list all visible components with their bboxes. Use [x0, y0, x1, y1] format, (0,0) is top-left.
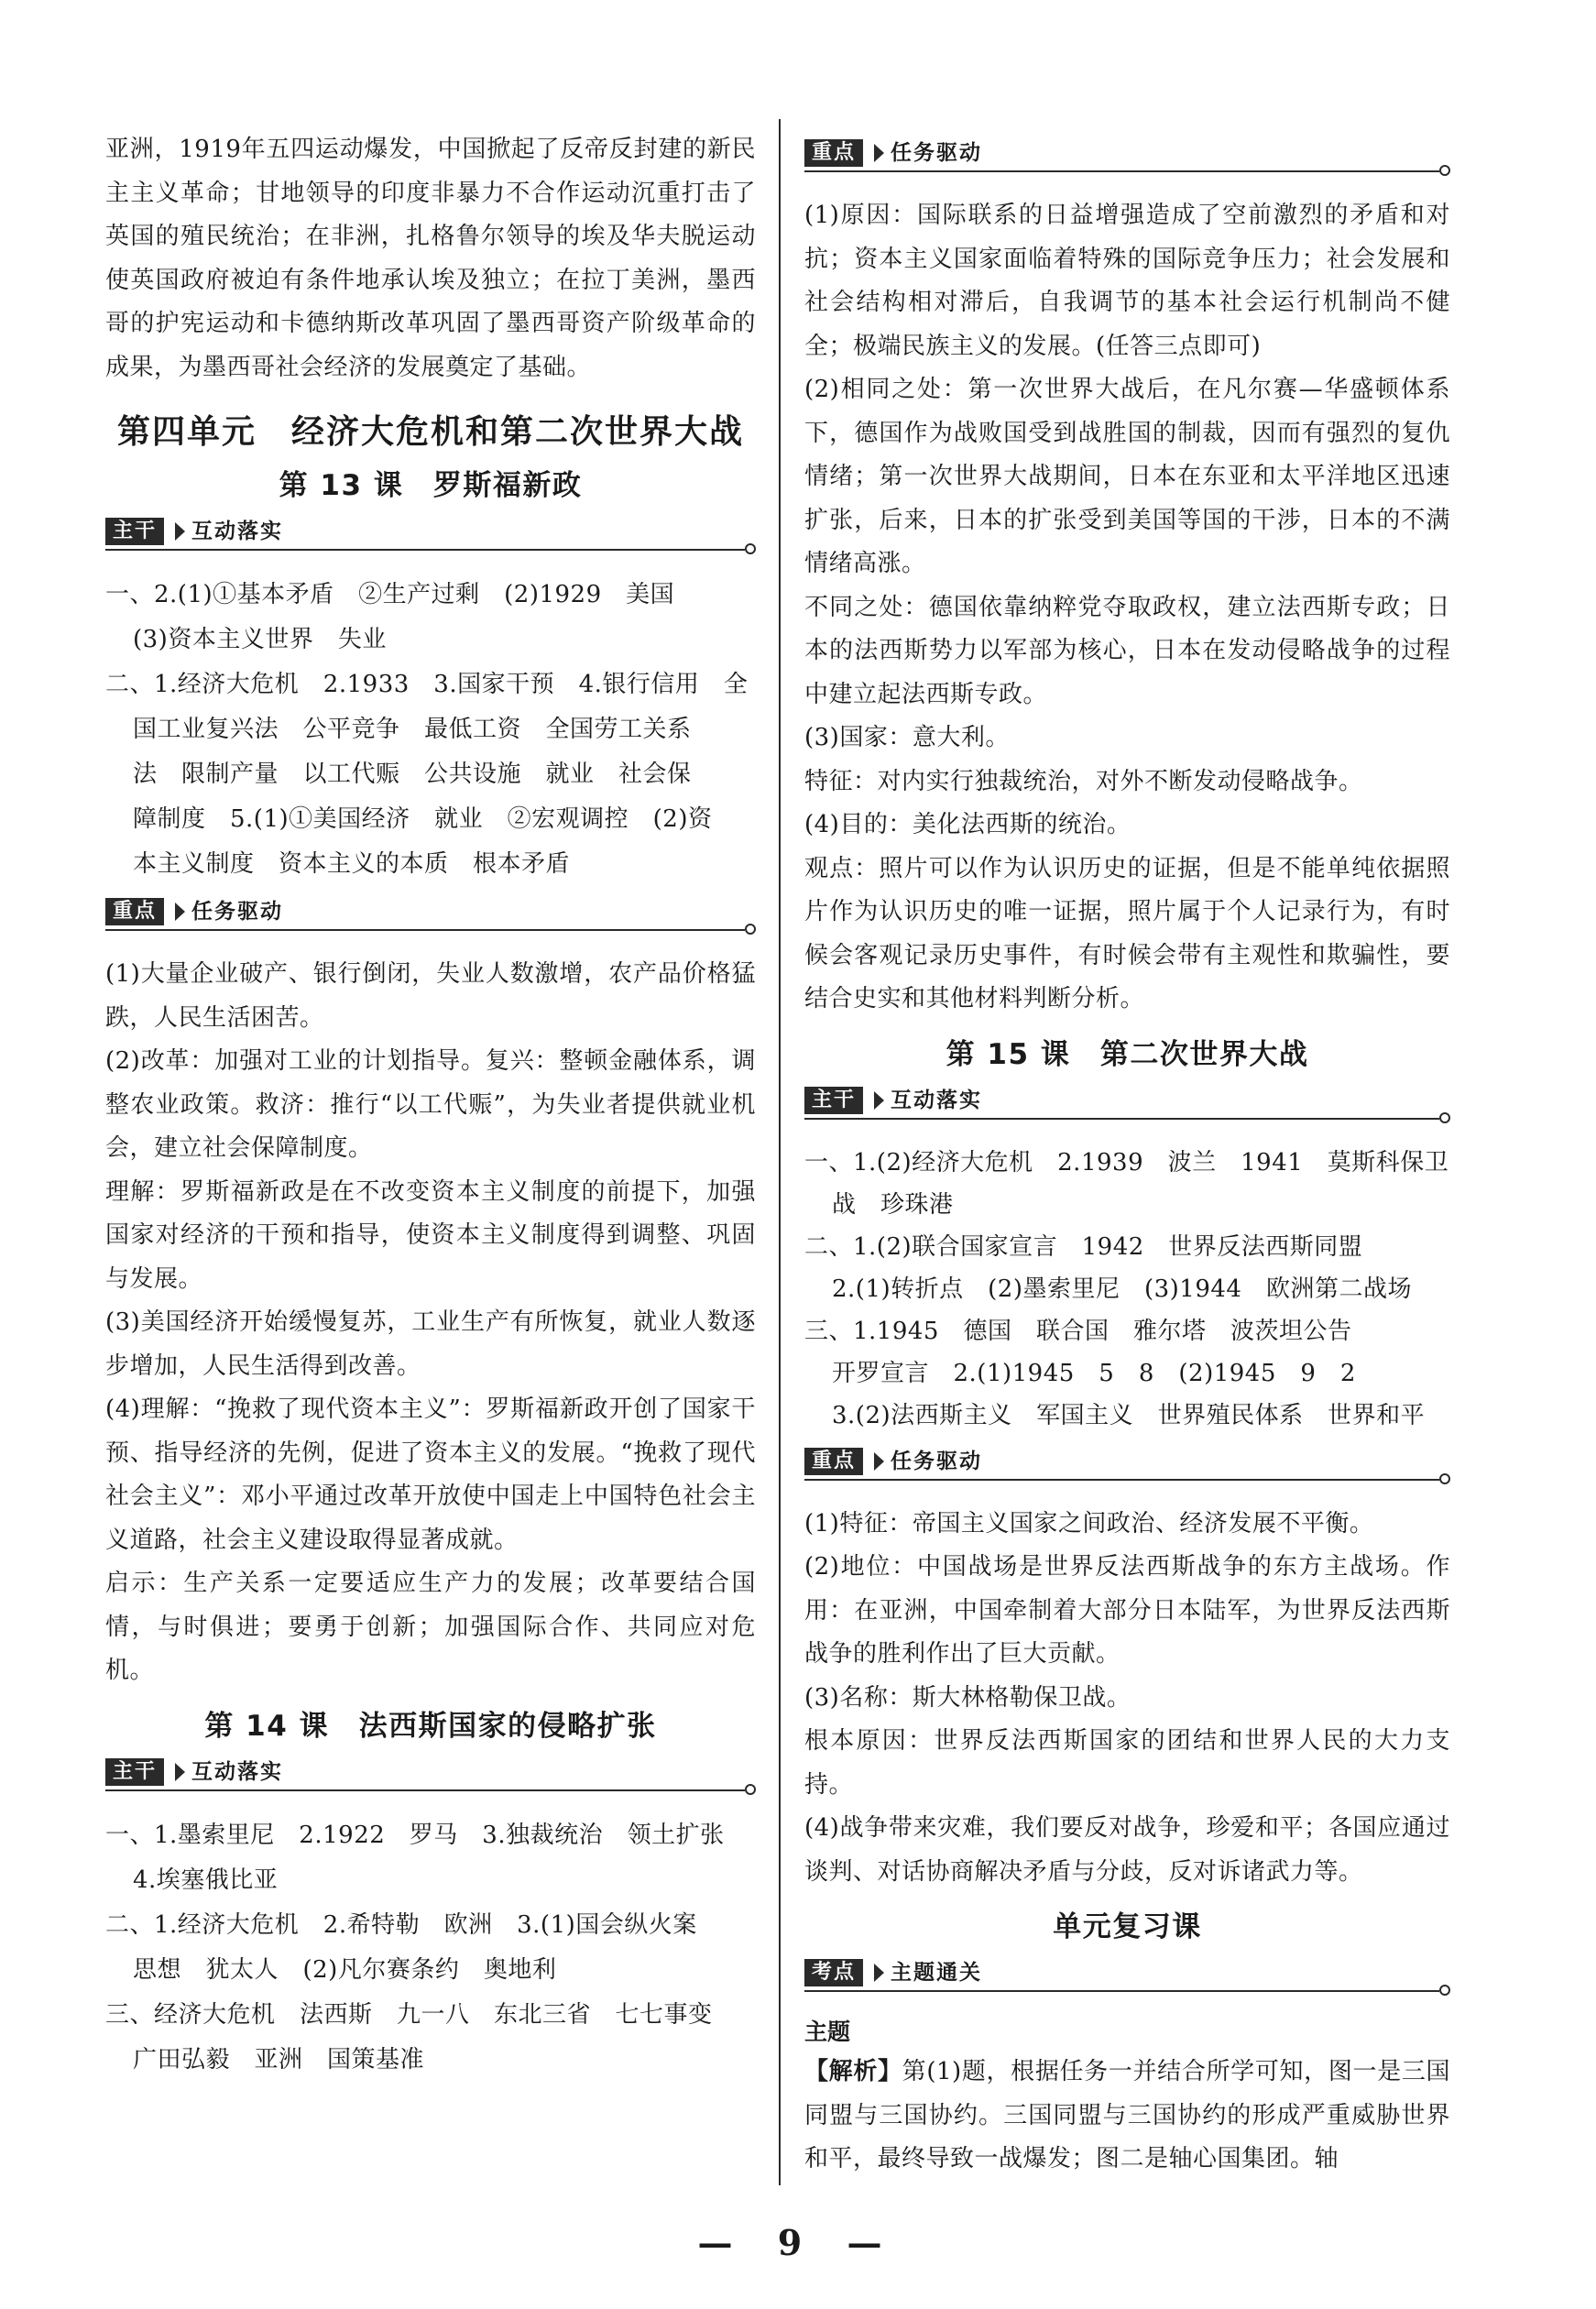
section-tag: 重点	[105, 898, 164, 925]
section-rule	[105, 549, 745, 551]
section-rule	[804, 1479, 1439, 1481]
review-title: 单元复习课	[1053, 1910, 1202, 1943]
circle-end-icon	[1439, 1473, 1450, 1484]
circle-end-icon	[745, 543, 756, 554]
circle-end-icon	[745, 1784, 756, 1795]
lesson-13-answers	[105, 573, 756, 887]
unit-title: 第四单元 经济大危机和第二次世界大战	[116, 413, 744, 451]
section-rule	[804, 1990, 1439, 1992]
circle-end-icon	[1439, 165, 1450, 176]
circle-end-icon	[1439, 1112, 1450, 1123]
key-paragraph: 不同之处：德国依靠纳粹党夺取政权，建立法西斯专政；日本的法西斯势力以军部为核心，日本在发动侵略战争的过程中建立起法西斯专政。	[804, 593, 1450, 708]
key-paragraph: (3)国家：意大利。	[804, 724, 1010, 751]
answer-line: 本主义制度 资本主义的本质 根本矛盾	[133, 850, 571, 878]
lesson-13-key-header	[105, 896, 756, 935]
answer-line: 三、1.1945 德国 联合国 雅尔塔 波茨坦公告	[804, 1317, 1352, 1345]
answer-line: 2.(1)转折点 (2)墨索里尼 (3)1944 欧洲第二战场	[832, 1275, 1412, 1303]
section-rule	[804, 1118, 1439, 1120]
arrow-icon	[175, 522, 185, 541]
answer-line: (3)资本主义世界 失业	[133, 626, 387, 653]
section-tag: 考点	[804, 1959, 863, 1986]
answer-line: 一、1.(2)经济大危机 2.1939 波兰 1941 莫斯科保卫	[804, 1148, 1449, 1176]
circle-end-icon	[745, 924, 756, 935]
section-rule	[105, 1789, 745, 1791]
key-paragraph: 特征：对内实行独裁统治，对外不断发动侵略战争。	[804, 767, 1363, 795]
arrow-icon	[874, 1452, 884, 1471]
section-subtitle: 互动落实	[891, 1088, 982, 1112]
key-paragraph: (2)地位：中国战场是世界反法西斯战争的东方主战场。作用：在亚洲，中国牵制着大部分日本陆军，为世界反法西斯战争的胜利作出了巨大贡献。	[804, 1553, 1450, 1668]
answer-line: 二、1.经济大危机 2.1933 3.国家干预 4.银行信用 全	[105, 671, 749, 698]
circle-end-icon	[1439, 1985, 1450, 1996]
answer-line: 思想 犹太人 (2)凡尔赛条约 奥地利	[133, 1955, 557, 1984]
lesson-15-title: 第 15 课 第二次世界大战	[946, 1037, 1309, 1071]
lesson-14-main-header	[105, 1756, 756, 1795]
lesson-14-answers	[105, 1813, 756, 2083]
arrow-icon	[175, 903, 185, 921]
key-paragraph: 观点：照片可以作为认识历史的证据，但是不能单纯依据照片作为认识历史的唯一证据，照片属于个人记录行为，有时候会客观记录历史事件，有时候会带有主观性和欺骗性，要结合史实和其他材料判断分析。	[804, 854, 1450, 1012]
intro-paragraph: 亚洲，1919年五四运动爆发，中国掀起了反帝反封建的新民主主义革命；甘地领导的印度非暴力不合作运动沉重打击了英国的殖民统治；在非洲，扎格鲁尔领导的埃及华夫脱运动使英国政府被迫有条件地承认埃及独立；在拉丁美洲，墨西哥的护宪运动和卡德纳斯改革巩固了墨西哥资产阶级革命的成果，为墨西哥社会经济的发展奠定了基础。	[105, 136, 756, 381]
answer-line: 开罗宣言 2.(1)1945 5 8 (2)1945 9 2	[832, 1359, 1356, 1387]
answer-line: 国工业复兴法 公平竞争 最低工资 全国劳工关系	[133, 716, 692, 743]
key-paragraph: 理解：罗斯福新政是在不改变资本主义制度的前提下，加强国家对经济的干预和指导，使资本主义制度得到调整、巩固与发展。	[105, 1177, 756, 1293]
answer-line: 广田弘毅 亚洲 国策基准	[133, 2045, 425, 2074]
section-subtitle: 任务驱动	[191, 900, 283, 924]
key-paragraph: 启示：生产关系一定要适应生产力的发展；改革要结合国情，与时俱进；要勇于创新；加强国际合作、共同应对危机。	[105, 1570, 756, 1684]
analysis-bracket: 【解析】	[804, 2058, 902, 2085]
answer-line: 三、经济大危机 法西斯 九一八 东北三省 七七事变	[105, 2000, 713, 2029]
page-number: — 9 —	[697, 2222, 899, 2263]
lesson-14-title: 第 14 课 法西斯国家的侵略扩张	[204, 1709, 657, 1743]
section-subtitle: 任务驱动	[891, 141, 982, 165]
lesson-13-title: 第 13 课 罗斯福新政	[279, 469, 583, 502]
key-paragraph: (2)相同之处：第一次世界大战后，在凡尔赛—华盛顿体系下，德国作为战败国受到战胜国的制裁，因而有强烈的复仇情绪；第一次世界大战期间，日本在东亚和太平洋地区迅速扩张，后来，日本的扩张受到美国等国的干涉，日本的不满情绪高涨。	[804, 376, 1450, 577]
section-tag: 重点	[804, 139, 863, 167]
key-paragraph: (2)改革：加强对工业的计划指导。复兴：整顿金融体系，调整农业政策。救济：推行“以工代赈”，为失业者提供就业机会，建立社会保障制度。	[105, 1047, 756, 1162]
answer-line: 二、1.经济大危机 2.希特勒 欧洲 3.(1)国会纵火案	[105, 1910, 697, 1939]
left-column	[105, 128, 756, 2083]
section-subtitle: 互动落实	[191, 1759, 283, 1784]
arrow-icon	[874, 144, 884, 162]
lesson-15-answers	[804, 1142, 1450, 1437]
column-divider	[779, 119, 781, 2185]
review-header	[804, 1957, 1450, 1996]
lesson-13-main-header	[105, 516, 756, 554]
answer-line: 战 珍珠港	[832, 1190, 954, 1219]
answer-line: 法 限制产量 以工代赈 公共设施 就业 社会保	[133, 761, 692, 788]
answer-line: 一、2.(1)①基本矛盾 ②生产过剩 (2)1929 美国	[105, 581, 675, 608]
section-tag: 主干	[105, 1758, 164, 1786]
key-paragraph: (3)名称：斯大林格勒保卫战。	[804, 1683, 1131, 1712]
key-paragraph: (4)目的：美化法西斯的统治。	[804, 811, 1131, 838]
arrow-icon	[874, 1964, 884, 1982]
right-column	[804, 137, 1450, 2182]
analysis-paragraph	[804, 2051, 1450, 2182]
section-rule	[105, 929, 745, 931]
arrow-icon	[175, 1763, 185, 1781]
lesson-14-key-header	[804, 137, 1450, 176]
key-paragraph: (1)特征：帝国主义国家之间政治、经济发展不平衡。	[804, 1509, 1374, 1538]
section-subtitle: 互动落实	[191, 520, 283, 543]
section-subtitle: 主题通关	[891, 1961, 982, 1985]
lesson-15-key-header	[804, 1446, 1450, 1484]
section-tag: 主干	[105, 518, 164, 545]
key-paragraph: (1)原因：国际联系的日益增强造成了空前激烈的矛盾和对抗；资本主义国家面临着特殊的国际竞争压力；社会发展和社会结构相对滞后，自我调节的基本社会运行机制尚不健全；极端民族主义的发展。(任答三点即可)	[804, 202, 1450, 360]
answer-line: 4.埃塞俄比亚	[133, 1866, 279, 1894]
answer-line: 一、1.墨索里尼 2.1922 罗马 3.独裁统治 领土扩张	[105, 1821, 725, 1849]
lesson-15-main-header	[804, 1085, 1450, 1123]
answer-line: 障制度 5.(1)①美国经济 就业 ②宏观调控 (2)资	[133, 805, 713, 833]
section-rule	[804, 170, 1439, 172]
answer-line: 3.(2)法西斯主义 军国主义 世界殖民体系 世界和平	[832, 1401, 1426, 1429]
key-paragraph: (4)战争带来灾难，我们要反对战争，珍爱和平；各国应通过谈判、对话协商解决矛盾与分歧，反对诉诸武力等。	[804, 1814, 1450, 1886]
key-paragraph: 根本原因：世界反法西斯国家的团结和世界人民的大力支持。	[804, 1727, 1450, 1799]
analysis-text: 第(1)题，根据任务一并结合所学可知，图一是三国同盟与三国协约。三国同盟与三国协约的形成严重威胁世界和平，最终导致一战爆发；图二是轴心国集团。轴	[804, 2058, 1450, 2172]
section-tag: 重点	[804, 1448, 863, 1475]
topic-label: 主题	[804, 2019, 851, 2045]
key-paragraph: (1)大量企业破产、银行倒闭，失业人数激增，农产品价格猛跌，人民生活困苦。	[105, 960, 756, 1032]
section-tag: 主干	[804, 1087, 863, 1114]
section-subtitle: 任务驱动	[891, 1449, 982, 1473]
key-paragraph: (3)美国经济开始缓慢复苏，工业生产有所恢复，就业人数逐步增加，人民生活得到改善。	[105, 1308, 756, 1380]
answer-line: 二、1.(2)联合国家宣言 1942 世界反法西斯同盟	[804, 1232, 1363, 1261]
arrow-icon	[874, 1091, 884, 1110]
key-paragraph: (4)理解：“挽救了现代资本主义”：罗斯福新政开创了国家干预、指导经济的先例，促进了资本主义的发展。“挽救了现代社会主义”：邓小平通过改革开放使中国走上中国特色社会主义道路，社会主义建设取得显著成就。	[105, 1395, 756, 1554]
